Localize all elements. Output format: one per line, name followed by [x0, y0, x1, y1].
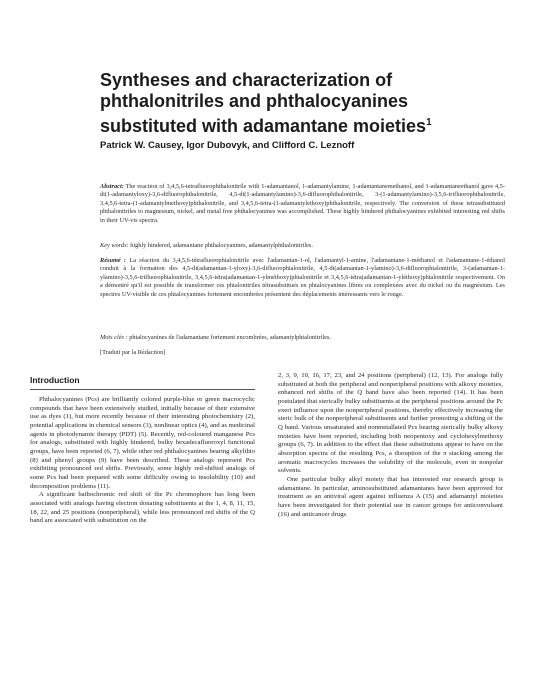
- keywords-text: highly hindered, adamantane phthalocyanines, adamantylphthalonitriles.: [130, 242, 313, 249]
- keywords-label: Key words:: [100, 242, 129, 249]
- keywords: [100, 242, 505, 250]
- left-column: [30, 396, 255, 526]
- paper-title-text: Syntheses and characterization of phthalonitriles and phthalocyanines substituted with adamantane moieties: [100, 70, 427, 136]
- right-column: [278, 372, 503, 519]
- mots-cles-label: Mots clés :: [100, 334, 128, 341]
- author-list: Patrick W. Causey, Igor Dubovyk, and Clifford C. Leznoff: [100, 140, 355, 151]
- mots-cles-text: phtalocyanines de l'adamantane fortement encombrées, adamantylphtalonitriles.: [129, 334, 331, 341]
- right-paragraph: One particular bulky alkyl moiety that has interested our research group is adamantane. In particular, aminosubstituted adamantanes have been approved for treatment as an antiviral agent against influenza A (15) and adamantyl moieties have been investigated for their potential use in cancer groups for anticonvulsant (16) and anticancer drugs: [278, 475, 503, 518]
- section-divider: [30, 389, 255, 390]
- right-paragraph: 2, 3, 9, 10, 16, 17, 23, and 24 positions (peripheral) (12, 13). For analogs fully substituted at both the peripheral and nonperipheral positions with alkoxy moieties, enhanced red shifts of the Q band have also been reported (14). It has been postulated that sterically bulky substituents at the peripheral positions around the Pc exert influence upon the nonperipheral positions, thereby effectively increasing the steric bulk of the nonperipheral substituents and further promoting a shifting of the Q band. Various unsaturated and nonmetallated Pcs bearing sterically bulky alkoxy moieties have been reported, including both neopentoxy and cyclohexylmethoxy groups (6, 7). In addition to the effect that these substitutions appear to have on the absorption spectra of the resulting Pcs, a disruption of the π stacking among the aromatic macrocycles increases the solubility of the molecule, even in nonpolar solvents.: [278, 372, 503, 475]
- mots-cles: [100, 334, 505, 342]
- resume-label: Résumé :: [100, 257, 127, 264]
- translation-note: [Traduit par la Rédaction]: [100, 349, 166, 356]
- paper-title: [100, 70, 500, 137]
- title-footnote-mark: 1: [426, 117, 432, 128]
- section-heading-introduction: Introduction: [30, 375, 80, 385]
- left-paragraph: Phthalocyanines (Pcs) are brilliantly colored purple-blue or green macrocyclic compounds that have been extensively studied, initially because of their extensive use as dyes (1), but more recently because of their interesting photochemistry (2), potential applications in chemical sensors (3), nonlinear optics (4), and as medicinal agents in photodynamic therapy (PDT) (5). Recently, red-coloured manganese Pcs for analogs, substituted with highly hindered, bulky hexadecafluoroxyl functional groups, have been reported (6, 7), while other red phthalocyanines bearing alkylthio (8) and phenyl groups (9) have been described. These analogs represent Pcs exhibiting pronounced red shifts. Previously, some highly red-shifted analogs of some Pcs had been prepared with some difficulty owing to insolubility (10) and decomposition problems (11).: [30, 396, 255, 490]
- abstract: [100, 183, 505, 225]
- abstract-text: The reaction of 3,4,5,6-tetrafluorophthalonitrile with 1-adamantanol, 1-adamantylamine, 1-adamantanemethanol, and 1-adamantaneethanol gave 4,5-di(1-adamantyloxy)-3,6-difluorophthalonitrile, 4,5-di(1-adamantylamino)-3,6-difluorophthalonitrile, 3-(1-adamantylamino)-3,5,6-trifluorophthalonitrile, 3,4,5,6-tetra-(1-adamantylmethoxy)phthalonitrile, and 3,4,5,6-tetra-(1-adamantylethoxy)phthalonitrile, respectively. The conversion of these tetrasubstituted phthalonitriles to magnesium, nickel, and metal free phthalocyanines was accomplished. These highly hindered phthalocyanines exhibited interesting red shifts in their UV-vis spectra.: [100, 183, 505, 224]
- abstract-label: Abstract:: [100, 183, 124, 190]
- left-paragraph: A significant bathochromic red shift of the Pc chromophore has long been associated with analogs having electron donating substituents at the 1, 4, 8, 11, 15, 18, 22, and 25 positions (nonperipheral), while less pronounced red shifts of the Q band are associated with substitution on the: [30, 491, 255, 525]
- resume: [100, 257, 505, 299]
- resume-text: La réaction du 3,4,5,6-tétrafluorophtalonitrile avec l'adamantan-1-ol, l'adamantyl-1-amine, l'adamantane-1-méthanol et l'adamantane-1-éthanol conduit à la formation des 4,5-di(adamantan-1-yloxy)-3,6-difluorophtalonitrile, 4,5-di(adamantan-1-ylamino)-3,6-difluorophtalonitrile, 3-(adamantan-1-ylamino)-3,5,6-trifluorophtalonitrile, 3,4,5,6-tétra(adamantan-1-ylméthoxy)phtalonitrile et 3,4,5,6-tétra(adamantan-1-yléthoxy)phtalonitrile respectivement. On a démontré qu'il est possible de transformer ces phtalonitriles tétrasubstitués en phtalocyanines libres ou complexées avec du nickel ou du magnésium. Les spectres UV-visible de ces phtalocyanines fortement encombrées présentent des déplacements intéressants vers le rouge.: [100, 257, 505, 298]
